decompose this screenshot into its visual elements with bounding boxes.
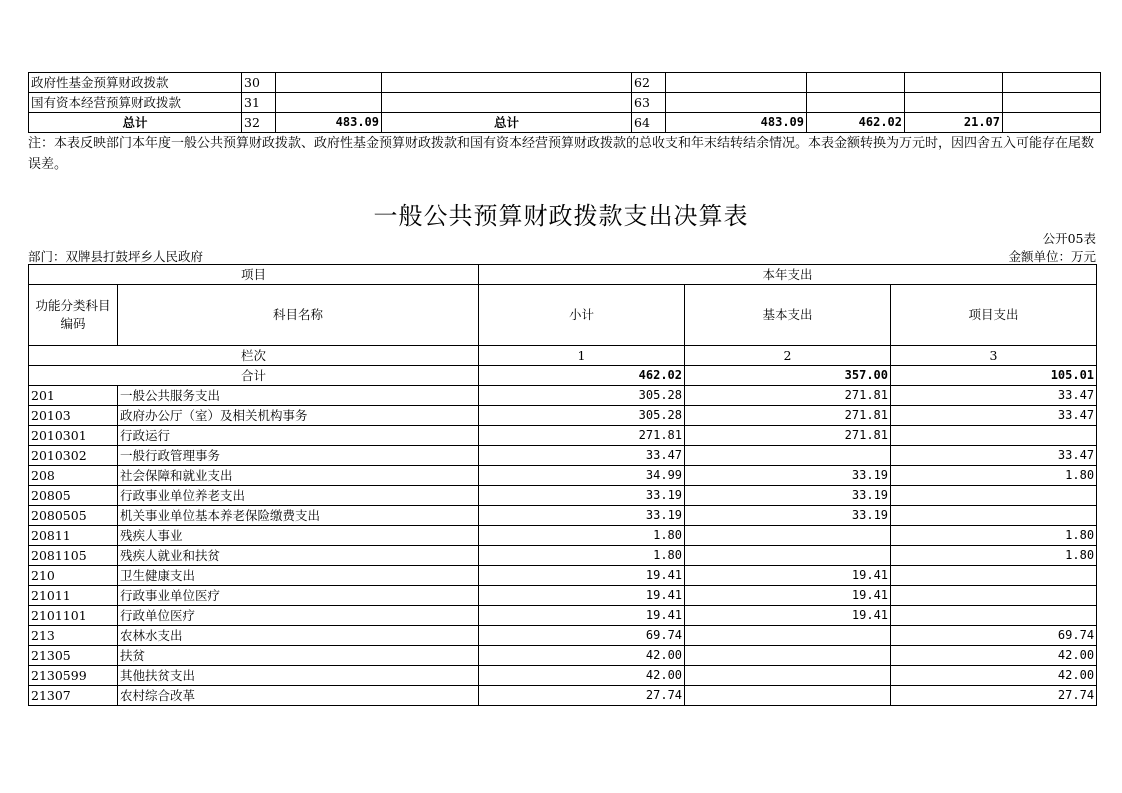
row-basic: 19.41 (685, 586, 891, 606)
row-code: 2130599 (29, 666, 118, 686)
row-name: 一般行政管理事务 (118, 446, 479, 466)
row-basic: 271.81 (685, 406, 891, 426)
table-row (29, 666, 1097, 686)
row-subtotal: 42.00 (479, 666, 685, 686)
row-subtotal: 27.74 (479, 686, 685, 706)
row-project (891, 486, 1097, 506)
row-code: 201 (29, 386, 118, 406)
row-subtotal: 1.80 (479, 546, 685, 566)
row-basic (685, 646, 891, 666)
row-basic: 271.81 (685, 386, 891, 406)
total-project: 105.01 (891, 366, 1097, 386)
page-title: 一般公共预算财政拨款支出决算表 (373, 202, 749, 230)
row-project (891, 506, 1097, 526)
table-row (29, 73, 1101, 93)
row-code: 210 (29, 566, 118, 586)
table-row (29, 566, 1097, 586)
amount-cell (807, 93, 905, 113)
row-subtotal: 33.19 (479, 506, 685, 526)
index-row (29, 346, 1097, 366)
row-basic (685, 666, 891, 686)
row-project: 42.00 (891, 666, 1097, 686)
row-project: 33.47 (891, 406, 1097, 426)
row-code: 2081105 (29, 546, 118, 566)
total-expense: 483.09 (666, 113, 807, 133)
table-row (29, 626, 1097, 646)
row-subtotal: 69.74 (479, 626, 685, 646)
expense-label (382, 93, 632, 113)
index-2: 2 (685, 346, 891, 366)
row-code: 21307 (29, 686, 118, 706)
row-code: 213 (29, 626, 118, 646)
amount-cell (276, 73, 382, 93)
amount-cell (666, 93, 807, 113)
general-budget-expense-table (28, 264, 1097, 706)
row-code: 20811 (29, 526, 118, 546)
row-project: 33.47 (891, 386, 1097, 406)
row-name: 卫生健康支出 (118, 566, 479, 586)
row-basic (685, 546, 891, 566)
income-expense-summary-table (28, 72, 1101, 133)
total-income: 483.09 (276, 113, 382, 133)
total-balance: 21.07 (905, 113, 1003, 133)
row-name: 行政事业单位养老支出 (118, 486, 479, 506)
amount-cell (1003, 93, 1101, 113)
index-label: 栏次 (29, 346, 479, 366)
table-row (29, 486, 1097, 506)
row-name: 残疾人就业和扶贫 (118, 546, 479, 566)
row-name: 农林水支出 (118, 626, 479, 646)
expense-label (382, 73, 632, 93)
row-basic: 33.19 (685, 506, 891, 526)
row-label: 国有资本经营预算财政拨款 (29, 93, 242, 113)
col-name-header: 科目名称 (118, 285, 479, 346)
row-basic: 19.41 (685, 566, 891, 586)
row-project (891, 586, 1097, 606)
total-row (29, 366, 1097, 386)
line-number: 32 (242, 113, 276, 133)
table-row-total (29, 113, 1101, 133)
row-project (891, 426, 1097, 446)
row-code: 21011 (29, 586, 118, 606)
row-code: 2080505 (29, 506, 118, 526)
col-code-header: 功能分类科目编码 (29, 285, 118, 346)
line-number: 62 (632, 73, 666, 93)
row-basic: 33.19 (685, 486, 891, 506)
row-project (891, 566, 1097, 586)
total-label: 总计 (29, 113, 242, 133)
total-basic: 357.00 (685, 366, 891, 386)
row-project: 33.47 (891, 446, 1097, 466)
amount-cell (1003, 73, 1101, 93)
row-name: 机关事业单位基本养老保险缴费支出 (118, 506, 479, 526)
line-number: 63 (632, 93, 666, 113)
row-name: 一般公共服务支出 (118, 386, 479, 406)
index-1: 1 (479, 346, 685, 366)
form-number: 公开05表 (1042, 231, 1096, 246)
total-expense-current: 462.02 (807, 113, 905, 133)
index-3: 3 (891, 346, 1097, 366)
col-basic-header: 基本支出 (685, 285, 891, 346)
row-subtotal: 33.47 (479, 446, 685, 466)
amount-cell (905, 73, 1003, 93)
row-name: 其他扶贫支出 (118, 666, 479, 686)
row-basic (685, 686, 891, 706)
row-code: 208 (29, 466, 118, 486)
row-basic: 33.19 (685, 466, 891, 486)
table-row (29, 646, 1097, 666)
total-label: 合计 (29, 366, 479, 386)
row-subtotal: 19.41 (479, 566, 685, 586)
amount-cell (807, 73, 905, 93)
department-label: 部门：双牌县打鼓坪乡人民政府 (28, 249, 204, 264)
table-row (29, 506, 1097, 526)
row-code: 2010302 (29, 446, 118, 466)
table-row (29, 426, 1097, 446)
row-name: 扶贫 (118, 646, 479, 666)
row-name: 行政事业单位医疗 (118, 586, 479, 606)
row-basic (685, 626, 891, 646)
row-name: 行政单位医疗 (118, 606, 479, 626)
row-subtotal: 19.41 (479, 606, 685, 626)
table-row (29, 386, 1097, 406)
row-project: 1.80 (891, 526, 1097, 546)
row-project: 27.74 (891, 686, 1097, 706)
row-subtotal: 42.00 (479, 646, 685, 666)
row-project: 42.00 (891, 646, 1097, 666)
row-label: 政府性基金预算财政拨款 (29, 73, 242, 93)
amount-unit-label: 金额单位：万元 (1008, 249, 1096, 264)
row-code: 20103 (29, 406, 118, 426)
row-basic (685, 526, 891, 546)
table-row (29, 93, 1101, 113)
row-code: 2101101 (29, 606, 118, 626)
header-row (29, 285, 1097, 346)
table-row (29, 606, 1097, 626)
header-item: 项目 (29, 265, 479, 285)
amount-cell (905, 93, 1003, 113)
row-code: 2010301 (29, 426, 118, 446)
header-row (29, 265, 1097, 285)
row-basic: 271.81 (685, 426, 891, 446)
row-name: 政府办公厅（室）及相关机构事务 (118, 406, 479, 426)
row-subtotal: 271.81 (479, 426, 685, 446)
row-code: 21305 (29, 646, 118, 666)
line-number: 31 (242, 93, 276, 113)
table-row (29, 466, 1097, 486)
row-subtotal: 33.19 (479, 486, 685, 506)
table-row (29, 546, 1097, 566)
row-name: 残疾人事业 (118, 526, 479, 546)
amount-cell (666, 73, 807, 93)
table-row (29, 686, 1097, 706)
row-basic: 19.41 (685, 606, 891, 626)
line-number: 64 (632, 113, 666, 133)
row-name: 社会保障和就业支出 (118, 466, 479, 486)
row-subtotal: 305.28 (479, 386, 685, 406)
amount-cell (276, 93, 382, 113)
table-note: 注：本表反映部门本年度一般公共预算财政拨款、政府性基金预算财政拨款和国有资本经营预算财政拨款的总收支和年末结转结余情况。本表金额转换为万元时，因四舍五入可能存在尾数误差。 (28, 136, 1095, 172)
row-project: 69.74 (891, 626, 1097, 646)
row-project (891, 606, 1097, 626)
col-project-header: 项目支出 (891, 285, 1097, 346)
row-name: 行政运行 (118, 426, 479, 446)
row-subtotal: 305.28 (479, 406, 685, 426)
table-row (29, 586, 1097, 606)
row-project: 1.80 (891, 466, 1097, 486)
row-basic (685, 446, 891, 466)
header-year-expense: 本年支出 (479, 265, 1097, 285)
row-code: 20805 (29, 486, 118, 506)
row-name: 农村综合改革 (118, 686, 479, 706)
table-row (29, 526, 1097, 546)
table-row (29, 406, 1097, 426)
row-subtotal: 34.99 (479, 466, 685, 486)
amount-cell (1003, 113, 1101, 133)
table-row (29, 446, 1097, 466)
line-number: 30 (242, 73, 276, 93)
row-subtotal: 1.80 (479, 526, 685, 546)
total-subtotal: 462.02 (479, 366, 685, 386)
row-project: 1.80 (891, 546, 1097, 566)
row-subtotal: 19.41 (479, 586, 685, 606)
total-label: 总计 (382, 113, 632, 133)
col-subtotal-header: 小计 (479, 285, 685, 346)
